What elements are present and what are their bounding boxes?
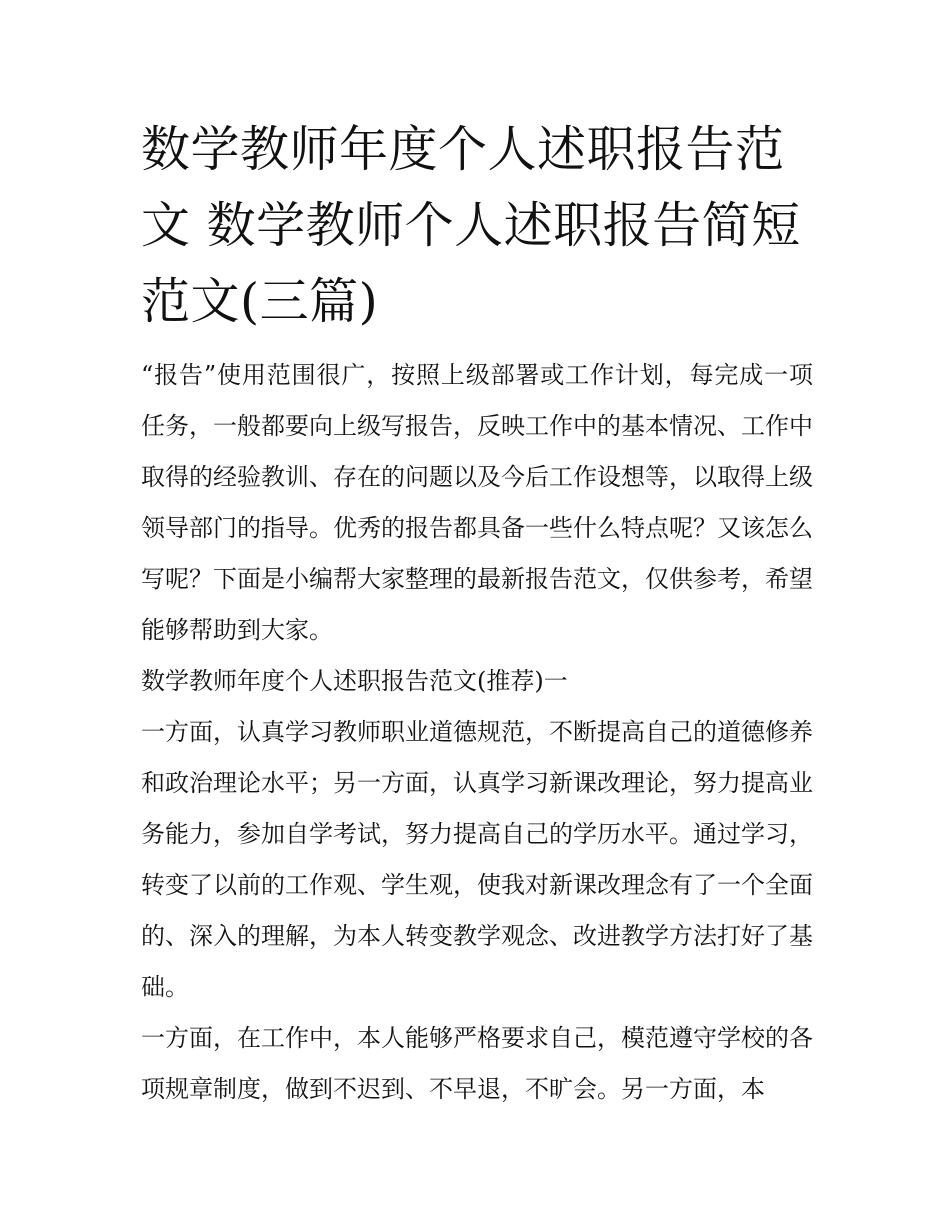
body-paragraph-2: 一方面，在工作中，本人能够严格要求自己，模范遵守学校的各项规章制度，做到不迟到、不早退，不旷会。另一方面，本 — [141, 1024, 813, 1103]
document-title: 数学教师年度个人述职报告范文 数学教师个人述职报告简短范文(三篇) — [141, 121, 801, 330]
body-paragraph-1: 一方面，认真学习教师职业道德规范，不断提高自己的道德修养和政治理论水平；另一方面，认真学习新课改理论，努力提高业务能力，参加自学考试，努力提高自己的学历水平。通过学习，转变了以前的工作观、学生观，使我对新课改理念有了一个全面的、深入的理解，为本人转变教学观念、改进教学方法打好了基础。 — [141, 718, 813, 1001]
intro-paragraph: “报告”使用范围很广，按照上级部署或工作计划，每完成一项任务，一般都要向上级写报告，反映工作中的基本情况、工作中取得的经验教训、存在的问题以及今后工作设想等，以取得上级领导部门的指导。优秀的报告都具备一些什么特点呢？又该怎么写呢？下面是小编帮大家整理的最新报告范文，仅供参考，希望能够帮助到大家。 — [141, 361, 813, 644]
document-page — [141, 112, 813, 1115]
section-heading: 数学教师年度个人述职报告范文(推荐)一 — [141, 667, 568, 695]
